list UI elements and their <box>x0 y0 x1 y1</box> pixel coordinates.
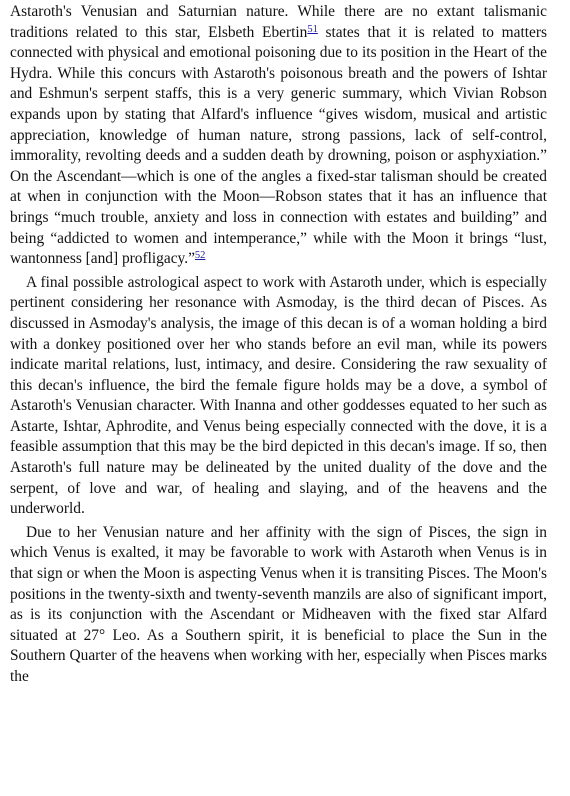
document-page <box>10 2 547 688</box>
footnote-ref-51[interactable]: 51 <box>307 23 318 35</box>
paragraph-1-text-a: Astaroth's Venusian and Saturnian nature. While there are no extant talismanic traditions related to this star, Elsbeth Ebertin <box>10 3 547 41</box>
paragraph-2: A final possible astrological aspect to work with Astaroth under, which is especially pertinent considering her resonance with Asmoday, is the third decan of Pisces. As discussed in Asmoday's analysis, the image of this decan is of a woman holding a bird with a donkey positioned over her who stands before an evil man, while its powers indicate marital relations, lust, intimacy, and desire. Considering the raw sexuality of this decan's influence, the bird the female figure holds may be a dove, a symbol of Astaroth's Venusian character. With Inanna and other goddesses equated to her such as Astarte, Ishtar, Aphrodite, and Venus being especially connected with the dove, it is a feasible assumption that this may be the bird depicted in this decan's image. If so, then Astaroth's full nature may be delineated by the united duality of the dove and the serpent, of love and war, of healing and slaying, and of the heavens and the underworld. <box>10 273 547 518</box>
paragraph-3: Due to her Venusian nature and her affinity with the sign of Pisces, the sign in which Venus is exalted, it may be favorable to work with Astaroth when Venus is in that sign or when the Moon is aspecting Venus when it is transiting Pisces. The Moon's positions in the twenty-sixth and twenty-seventh manzils are also of significant import, as is its conjunction with the Ascendant or Midheaven with the fixed star Alfard situated at 27° Leo. As a Southern spirit, it is beneficial to place the Sun in the Southern Quarter of the heavens when working with her, especially when Pisces marks the <box>10 523 547 685</box>
footnote-ref-52[interactable]: 52 <box>194 250 206 262</box>
paragraph-1-text-b: states that it is related to matters connected with physical and emotional poisoning due to its position in the Heart of the Hydra. While this concurs with Astaroth's poisonous breath and the powers of Ishtar and Eshmun's serpent staffs, this is a very generic summary, which Vivian Robson expands upon by stating that Alfard's influence “gives wisdom, musical and artistic appreciation, knowledge of human nature, strong passions, lack of self-control, immorality, revolting deeds and a sudden death by drowning, poison or asphyxiation.” On the Ascendant—which is one of the angles a fixed-star talisman should be created at when in conjunction with the Moon—Robson states that it has an influence that brings “much trouble, anxiety and loss in connection with estates and building” and being “addicted to women and intemperance,” while with the Moon it brings “lust, wantonness [and] profligacy.” <box>10 23 547 268</box>
paragraph-1 <box>10 2 547 270</box>
